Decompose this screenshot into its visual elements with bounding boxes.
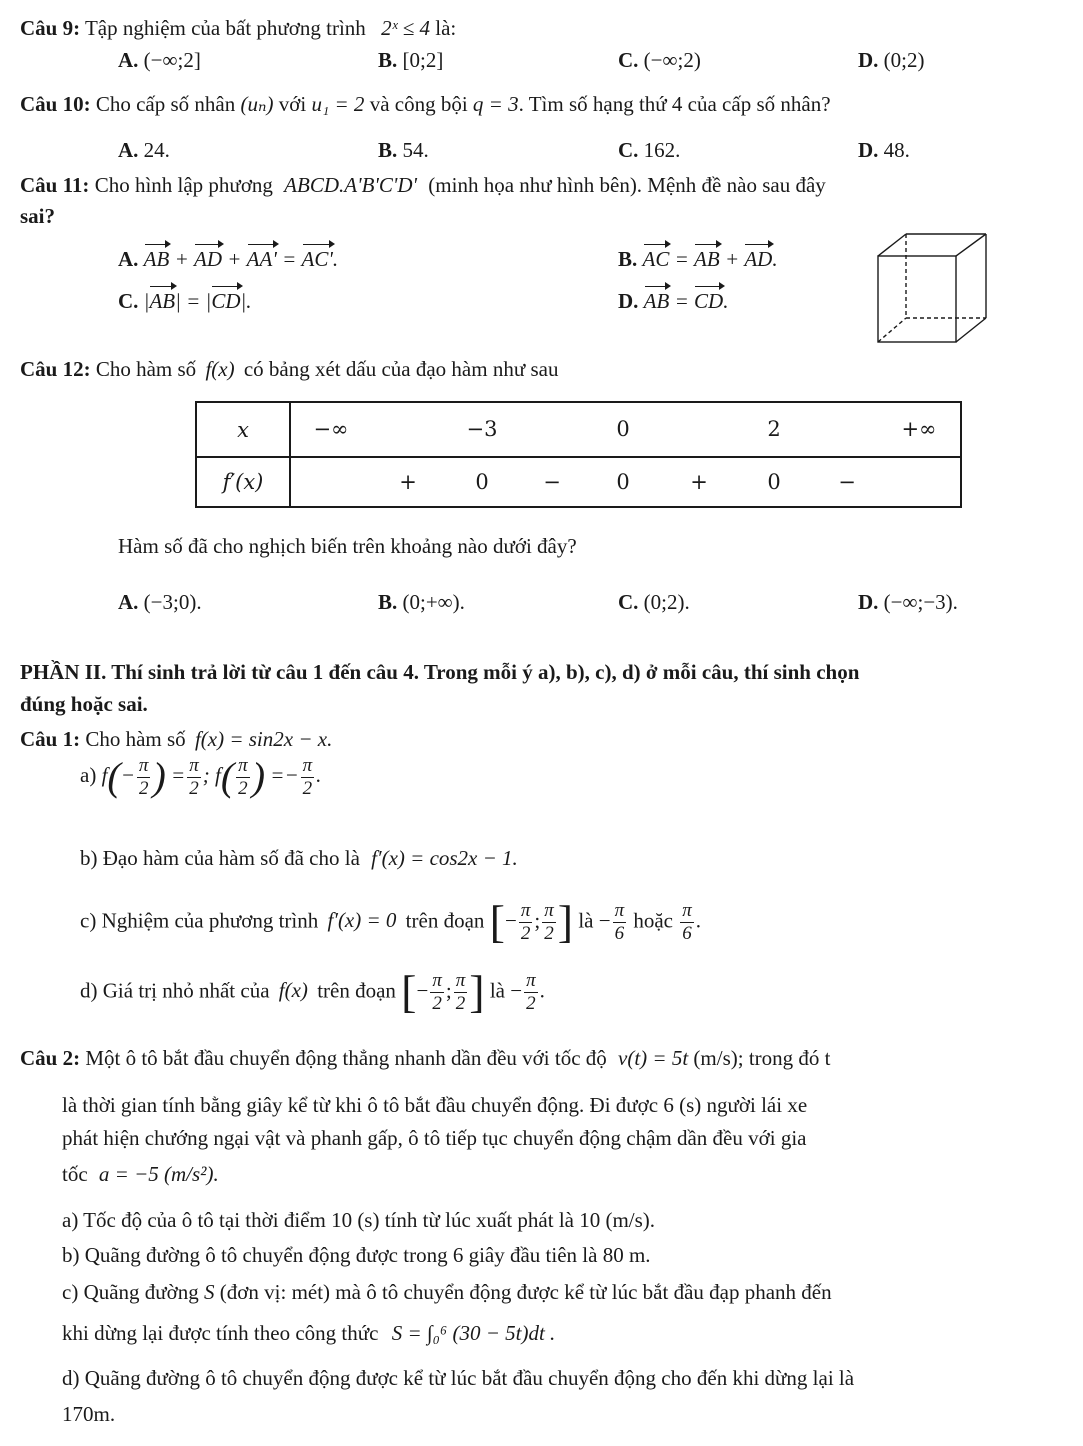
p2-label: Câu 2: [20, 1046, 81, 1070]
p2-statement-c-line2: khi dừng lại được tính theo công thức S = ∫₀⁶ (30 − 5t)dt . [62, 1321, 556, 1345]
q11-option-c[interactable]: C. |AB| = |CD|. [118, 289, 252, 313]
q11-stem: Câu 11: Cho hình lập phương ABCD.A'B'C'D' (minh họa như hình bên). Mệnh đề nào sau đây [20, 173, 826, 197]
q9-inequality: 2ˣ ≤ 4 [381, 16, 431, 40]
q10-sequence: (uₙ) [240, 92, 274, 116]
q9-label: Câu 9: [20, 16, 81, 40]
q10-stem: Câu 10: Cho cấp số nhân (uₙ) với u₁ = 2 và công bội q = 3. Tìm số hạng thứ 4 của cấp số nhân? [20, 92, 831, 116]
part2-heading: PHẦN II. Thí sinh trả lời từ câu 1 đến câu 4. Trong mỗi ý a), b), c), d) ở mỗi câu, thí sinh chọn [20, 660, 860, 684]
sign-table-fprime-header: f′(x) [196, 457, 290, 507]
q10-label: Câu 10: [20, 92, 91, 116]
q11-cube-name: ABCD.A'B'C'D' [284, 173, 418, 197]
p1-statement-a[interactable]: a) f(− $\frac{\pi}{2}$ ) = $\frac{\pi}{2}$ ; f( $\frac{\pi}{2}$ ) =− $\frac{\pi}{2}$ . [80, 754, 322, 799]
p2-statement-d[interactable]: d) Quãng đường ô tô chuyển động được kể từ lúc bắt đầu chuyển động cho đến khi dừng lại là [62, 1366, 855, 1390]
part2-heading-line2: đúng hoặc sai. [20, 692, 148, 716]
q11-option-b[interactable]: B. AC = AB + AD. [618, 247, 778, 271]
cube-figure [868, 224, 1000, 358]
q12-label: Câu 12: [20, 357, 91, 381]
sign-table-x-row: −∞ −3 0 2 +∞ [290, 402, 961, 457]
p2-statement-a[interactable]: a) Tốc độ của ô tô tại thời điểm 10 (s) tính từ lúc xuất phát là 10 (m/s). [62, 1208, 656, 1232]
q10-option-c[interactable]: C. 162. [618, 138, 681, 162]
p1-label: Câu 1: [20, 727, 81, 751]
q10-option-d[interactable]: D. 48. [858, 138, 910, 162]
q11-stem-line2: sai? [20, 204, 56, 228]
q12-stem: Câu 12: Cho hàm số f(x) có bảng xét dấu của đạo hàm như sau [20, 357, 559, 381]
q9-option-b[interactable]: B. [0;2] [378, 48, 444, 72]
p2-stem-line4: tốc a = −5 (m/s²). [62, 1162, 219, 1186]
q11-option-a[interactable]: A. AB + AD + AA' = AC'. [118, 247, 339, 271]
sign-table [195, 401, 962, 508]
q9-tail: là: [435, 16, 457, 40]
q11-label: Câu 11: [20, 173, 90, 197]
p1-statement-b[interactable]: b) Đạo hàm của hàm số đã cho là f′(x) = cos2x − 1. [80, 846, 518, 870]
q9-stem [20, 16, 456, 40]
p2-stem-line2: là thời gian tính bằng giây kể từ khi ô tô bắt đầu chuyển động. Đi được 6 (s) người lái xe [62, 1093, 808, 1117]
q12-option-a[interactable]: A. (−3;0). [118, 590, 202, 614]
q12-question: Hàm số đã cho nghịch biến trên khoảng nào dưới đây? [118, 534, 577, 558]
q9-option-c[interactable]: C. (−∞;2) [618, 48, 701, 72]
p2-statement-b[interactable]: b) Quãng đường ô tô chuyển động được trong 6 giây đầu tiên là 80 m. [62, 1243, 651, 1267]
q12-option-d[interactable]: D. (−∞;−3). [858, 590, 958, 614]
q10-option-b[interactable]: B. 54. [378, 138, 429, 162]
q12-option-b[interactable]: B. (0;+∞). [378, 590, 465, 614]
p2-statement-d-line2: 170m. [62, 1402, 116, 1426]
cube-front-face [878, 256, 956, 342]
q10-option-a[interactable]: A. 24. [118, 138, 170, 162]
sign-table-x-header: x [196, 402, 290, 457]
p1-statement-c[interactable]: c) Nghiệm của phương trình f′(x) = 0 trên đoạn [− $\frac{\pi}{2}$ ; $\frac{\pi}{2}$ ] là − $\frac{\pi}{6}$ hoặc $\frac{\pi}{6}$ . [80, 896, 702, 947]
q11-option-d[interactable]: D. AB = CD. [618, 289, 729, 313]
p1-function: f(x) = sin2x − x. [194, 727, 333, 751]
p2-stem-line3: phát hiện chướng ngại vật và phanh gấp, ô tô tiếp tục chuyển động chậm dần đều với gia [62, 1126, 807, 1150]
q9-text: Tập nghiệm của bất phương trình [84, 16, 366, 40]
q12-option-c[interactable]: C. (0;2). [618, 590, 690, 614]
p2-stem-line1: Câu 2: Một ô tô bắt đầu chuyển động thẳng nhanh dần đều với tốc độ v(t) = 5t (m/s); trong đó t [20, 1046, 831, 1070]
p2-statement-c[interactable]: c) Quãng đường S (đơn vị: mét) mà ô tô chuyển động được kể từ lúc bắt đầu đạp phanh đến [62, 1280, 832, 1304]
p1-statement-d[interactable]: d) Giá trị nhỏ nhất của f(x) trên đoạn [− $\frac{\pi}{2}$ ; $\frac{\pi}{2}$ ] là − $\frac{\pi}{2}$ . [80, 966, 545, 1017]
sign-table-sign-row: + 0 − 0 + 0 − [290, 457, 961, 507]
p1-stem: Câu 1: Cho hàm số f(x) = sin2x − x. [20, 727, 333, 751]
q9-option-a[interactable]: A. (−∞;2] [118, 48, 201, 72]
q9-option-d[interactable]: D. (0;2) [858, 48, 925, 72]
